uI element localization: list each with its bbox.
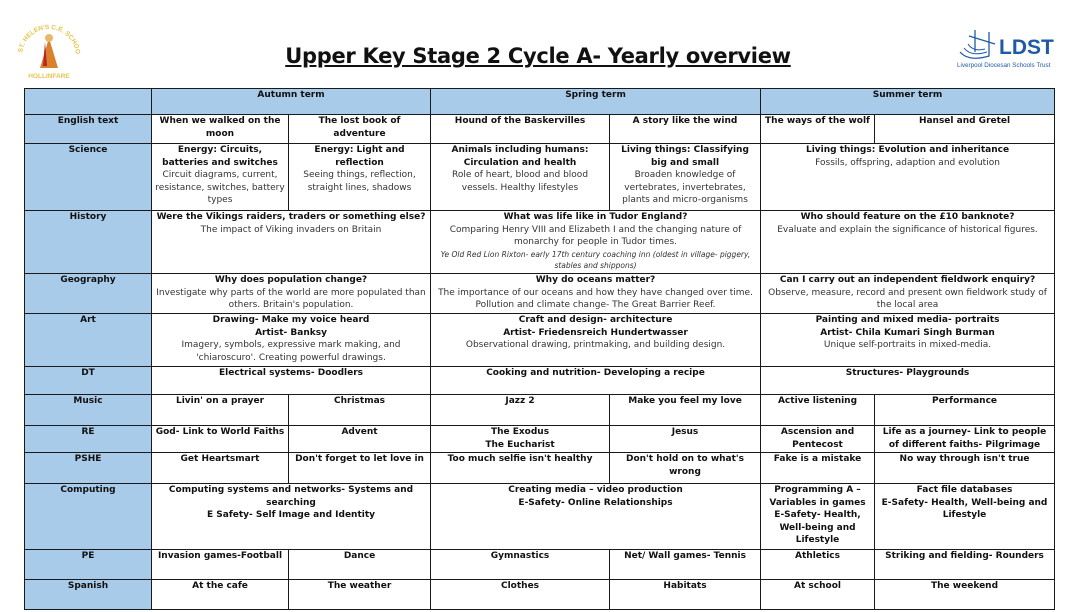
svg-text:Liverpool Diocesan Schools Tru: Liverpool Diocesan Schools Trust [957,62,1051,69]
cell-text: The lost book of adventure [318,116,401,139]
cell [431,426,610,453]
cell-text: Make you feel my love [628,396,742,406]
row-pe [25,550,1055,580]
cell-text: The weather [327,581,392,591]
subject-label: English text [25,115,152,144]
cell [761,580,875,610]
cell-title: Craft and design- architecture [518,315,673,325]
cell [761,395,875,426]
subject-label: PSHE [25,453,152,484]
cell-text: Too much selfie isn't healthy [447,454,593,464]
cell [761,144,1055,211]
cell [152,426,289,453]
row-pshe [25,453,1055,484]
cell [761,367,1055,395]
cell-text: Life as a journey- Link to people of different faiths- Pilgrimage [882,427,1047,450]
cell-text: Fossils, offspring, adaption and evolution [815,157,1000,168]
svg-text:HOLLINFARE: HOLLINFARE [28,73,70,80]
cell-text: Advent [341,427,378,437]
subject-label: History [25,211,152,274]
cell-text: God- Link to World Faiths [155,427,285,437]
term-summer: Summer term [761,89,1055,115]
cell [152,314,431,367]
subject-label: PE [25,550,152,580]
cell-title: Can I carry out an independent fieldwork enquiry? [779,275,1036,285]
cell [152,550,289,580]
cell [761,274,1055,314]
cell [875,580,1055,610]
overview-table [24,88,1055,610]
subject-label: Geography [25,274,152,314]
cell-text: Jazz 2 [505,396,535,406]
cell [610,426,761,453]
cell-title: Living things: Evolution and inheritance [805,145,1010,155]
cell [152,367,431,395]
cell [152,484,431,550]
cell-text: A story like the wind [632,116,738,126]
subject-label: Art [25,314,152,367]
cell-text: Role of heart, blood and blood vessels. Healthy lifestyles [452,170,589,193]
cell-text: At the cafe [192,581,248,591]
cell-text: At school [794,581,841,591]
cell [761,115,875,144]
cell-title: What was life like in Tudor England? [503,212,688,222]
svg-text:LDST: LDST [999,36,1054,59]
cell-title: Animals including humans: Circulation and health [451,145,589,168]
row-spanish [25,580,1055,610]
cell [875,395,1055,426]
cell-text: Hansel and Gretel [918,116,1011,126]
cell-text: Fact file databases [916,485,1013,495]
cell-text: Habitats [663,581,707,591]
cell-text: Clothes [500,581,540,591]
cell-text: The weekend [931,581,999,591]
cell-text: E-Safety- Health, Well-being and Lifestyle [881,497,1048,520]
cell-text: Invasion games-Football [157,551,283,561]
cell-text: Creating media – video production [508,485,683,495]
cell-title: Drawing- Make my voice heard [212,315,370,325]
cell [431,211,761,274]
cell [431,395,610,426]
cell-text: No way through isn't true [899,454,1030,464]
cell-title: Energy: Circuits, batteries and switches [162,145,278,168]
cell [431,367,761,395]
cell-text: Programming A – Variables in games E-Safety- Health, Well-being and Lifestyle [769,485,866,545]
subject-label: Spanish [25,580,152,610]
cell-text: Athletics [795,551,840,561]
cell [610,580,761,610]
corner-cell [25,89,152,115]
cell-text: When we walked on the moon [159,116,281,139]
cell-text: Don't hold on to what's wrong [625,454,745,477]
cell-artist: Artist- Chila Kumari Singh Burman [820,327,995,338]
cell [289,550,431,580]
cell [610,115,761,144]
cell [431,115,610,144]
row-science [25,144,1055,211]
cell-note: Ye Old Red Lion Rixton- early 17th century coaching inn (oldest in village- piggery, stables and shippons) [440,249,751,270]
cell [875,453,1055,484]
cell-text: Evaluate and explain the significance of historical figures. [777,224,1038,235]
cell [761,484,875,550]
term-autumn: Autumn term [152,89,431,115]
cell [152,144,289,211]
cell [761,453,875,484]
cell-text: E Safety- Self Image and Identity [207,510,376,520]
cell-text: Structures- Playgrounds [845,368,970,378]
cell-artist: Artist- Friedensreich Hundertwasser [503,327,688,338]
cell-text: Fake is a mistake [773,454,862,464]
cell [610,144,761,211]
cell-text: Don't forget to let love in [295,454,424,464]
cell [875,550,1055,580]
cell-text: Gymnastics [490,551,550,561]
cell [761,550,875,580]
cell [875,426,1055,453]
cell [152,395,289,426]
cell-text: Striking and fielding- Rounders [885,551,1044,561]
cell [289,144,431,211]
cell-text: Investigate why parts of the world are more populated than others. Britain's population. [156,287,426,310]
cell [289,395,431,426]
cell-text: Electrical systems- Doodlers [219,368,363,378]
cell-text: The importance of our oceans and how they have changed over time. Pollution and climate change- The Great Barrier Reef. [438,287,753,310]
cell [761,211,1055,274]
cell-text: Net/ Wall games- Tennis [624,551,746,561]
cell [761,426,875,453]
row-dt [25,367,1055,395]
cell-text: Seeing things, reflection, straight lines, shadows [303,170,416,193]
cell [431,144,610,211]
cell-text: The Eucharist [485,439,555,450]
cell [761,314,1055,367]
cell-text: Circuit diagrams, current, resistance, switches, battery types [155,170,285,205]
cell-text: Performance [932,396,998,406]
cell-text: The ways of the wolf [765,116,870,126]
cell [431,484,761,550]
cell-text: Get Heartsmart [180,454,260,464]
cell-text: Livin' on a prayer [175,396,265,406]
cell-text: Dance [343,551,376,561]
cell-text: The impact of Viking invaders on Britain [200,224,382,235]
cell [431,550,610,580]
cell-text: The Exodus [490,427,550,437]
row-english [25,115,1055,144]
cell [610,550,761,580]
cell [152,211,431,274]
cell-text: Observational drawing, printmaking, and building design. [465,340,726,350]
cell-title: Why do oceans matter? [535,275,656,285]
cell [152,453,289,484]
cell-title: Energy: Light and reflection [314,145,405,168]
cell-text: Jesus [671,427,699,437]
subject-label: Music [25,395,152,426]
row-art [25,314,1055,367]
cell [152,274,431,314]
cell-text: Cooking and nutrition- Developing a recipe [486,368,705,378]
cell [289,580,431,610]
row-computing [25,484,1055,550]
cell-text: Observe, measure, record and present own fieldwork study of the local area [768,287,1047,310]
cell-title: Who should feature on the £10 banknote? [800,212,1015,222]
cell [875,484,1055,550]
cell-text: Unique self-portraits in mixed-media. [823,340,992,350]
cell [431,580,610,610]
term-header-row [25,89,1055,115]
cell-title: Painting and mixed media- portraits [815,315,1000,325]
cell [610,453,761,484]
cell [875,115,1055,144]
cell [431,274,761,314]
row-geography [25,274,1055,314]
subject-label: RE [25,426,152,453]
cell-text: Comparing Henry VIII and Elizabeth I and the changing nature of monarchy for people in Tudor times. [449,224,742,247]
cell-text: E-Safety- Online Relationships [518,497,673,508]
page-title: Upper Key Stage 2 Cycle A- Yearly overview [285,44,791,68]
cell [152,580,289,610]
cell [289,453,431,484]
cell [610,395,761,426]
cell-title: Living things: Classifying big and small [621,145,749,168]
subject-label: Science [25,144,152,211]
cell-text: Broaden knowledge of vertebrates, invertebrates, plants and micro-organisms [622,170,748,205]
cell-text: Imagery, symbols, expressive mark making, and 'chiaroscuro'. Creating powerful drawings. [181,340,401,363]
svg-text:ST. HELEN'S C.E. SCHOOL: ST. HELEN'S C.E. SCHOO [17,23,82,55]
cell-title: Why does population change? [214,275,368,285]
cell-artist: Artist- Banksy [255,327,327,338]
cell-title: Were the Vikings raiders, traders or something else? [156,212,426,222]
cell [289,426,431,453]
row-history [25,211,1055,274]
subject-label: DT [25,367,152,395]
cell-text: Active listening [777,396,858,406]
cell [431,314,761,367]
term-spring: Spring term [431,89,761,115]
cell-text: Christmas [334,396,386,406]
row-re [25,426,1055,453]
cell [431,453,610,484]
cell-text: Ascension and Pentecost [780,427,855,450]
cell-text: Computing systems and networks- Systems and searching [168,485,414,508]
cell [289,115,431,144]
cell-text: Hound of the Baskervilles [454,116,586,126]
row-music [25,395,1055,426]
cell [152,115,289,144]
subject-label: Computing [25,484,152,550]
